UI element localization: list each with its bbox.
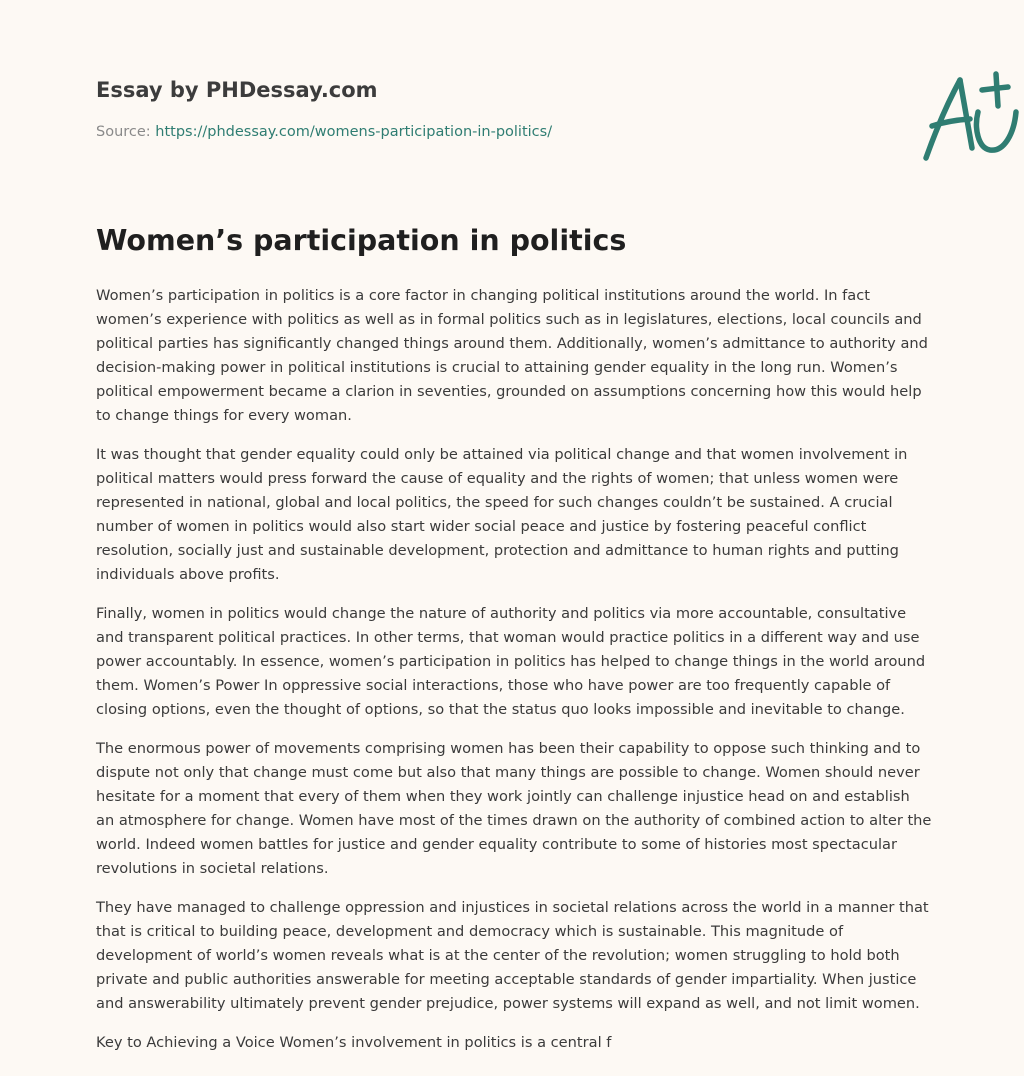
site-brand: Essay by PHDessay.com xyxy=(96,78,378,102)
source-label: Source: xyxy=(96,124,151,140)
source-link[interactable]: https://phdessay.com/womens-participation-in-politics/ xyxy=(155,124,553,140)
essay-paragraph: Finally, women in politics would change the nature of authority and politics via more accountable, consultative and transparent political practices. In other terms, that woman would practice politics in a different way and use power accountably. In essence, women’s participation in politics has helped to change things in the world around them. Women’s Power In oppressive social interactions, those who have power are too frequently capable of closing options, even the thought of options, so that the status quo looks impossible and inevitable to change. xyxy=(96,605,926,718)
essay-paragraph: Key to Achieving a Voice Women’s involvement in politics is a central f xyxy=(96,1034,612,1051)
essay-paragraph: It was thought that gender equality could only be attained via political change and that women involvement in political matters would press forward the cause of equality and the rights of women; that unless women were represented in national, global and local politics, the speed for such changes couldn’t be sustained. A crucial number of women in politics would also start wider social peace and justice by fostering peaceful conflict resolution, socially just and sustainable development, protection and admittance to human rights and putting individuals above profits. xyxy=(96,446,908,583)
essay-paragraph: Women’s participation in politics is a core factor in changing political institutions around the world. In fact women’s experience with politics as well as in formal politics such as in legislatures, elections, local councils and political parties has significantly changed things around them. Additionally, women’s admittance to authority and decision-making power in political institutions is crucial to attaining gender equality in the long run. Women’s political empowerment became a clarion in seventies, grounded on assumptions concerning how this would help to change things for every woman. xyxy=(96,287,928,424)
essay-paragraph: The enormous power of movements comprising women has been their capability to oppose such thinking and to dispute not only that change must come but also that many things are possible to change. Women should never hesitate for a moment that every of them when they work jointly can challenge injustice head on and establish an atmosphere for change. Women have most of the times drawn on the authority of combined action to alter the world. Indeed women battles for justice and gender equality contribute to some of histories most spectacular revolutions in societal relations. xyxy=(96,740,932,877)
essay-title: Women’s participation in politics xyxy=(96,224,627,257)
a-plus-logo-icon xyxy=(918,68,1022,164)
essay-body xyxy=(96,284,932,1070)
source-line xyxy=(96,124,552,140)
essay-paragraph: They have managed to challenge oppression and injustices in societal relations across the world in a manner that that is critical to building peace, development and democracy which is sustainable. This magnitude of development of world’s women reveals what is at the center of the revolution; women struggling to hold both private and public authorities answerable for meeting acceptable standards of gender impartiality. When justice and answerability ultimately prevent gender prejudice, power systems will expand as well, and not limit women. xyxy=(96,899,929,1012)
